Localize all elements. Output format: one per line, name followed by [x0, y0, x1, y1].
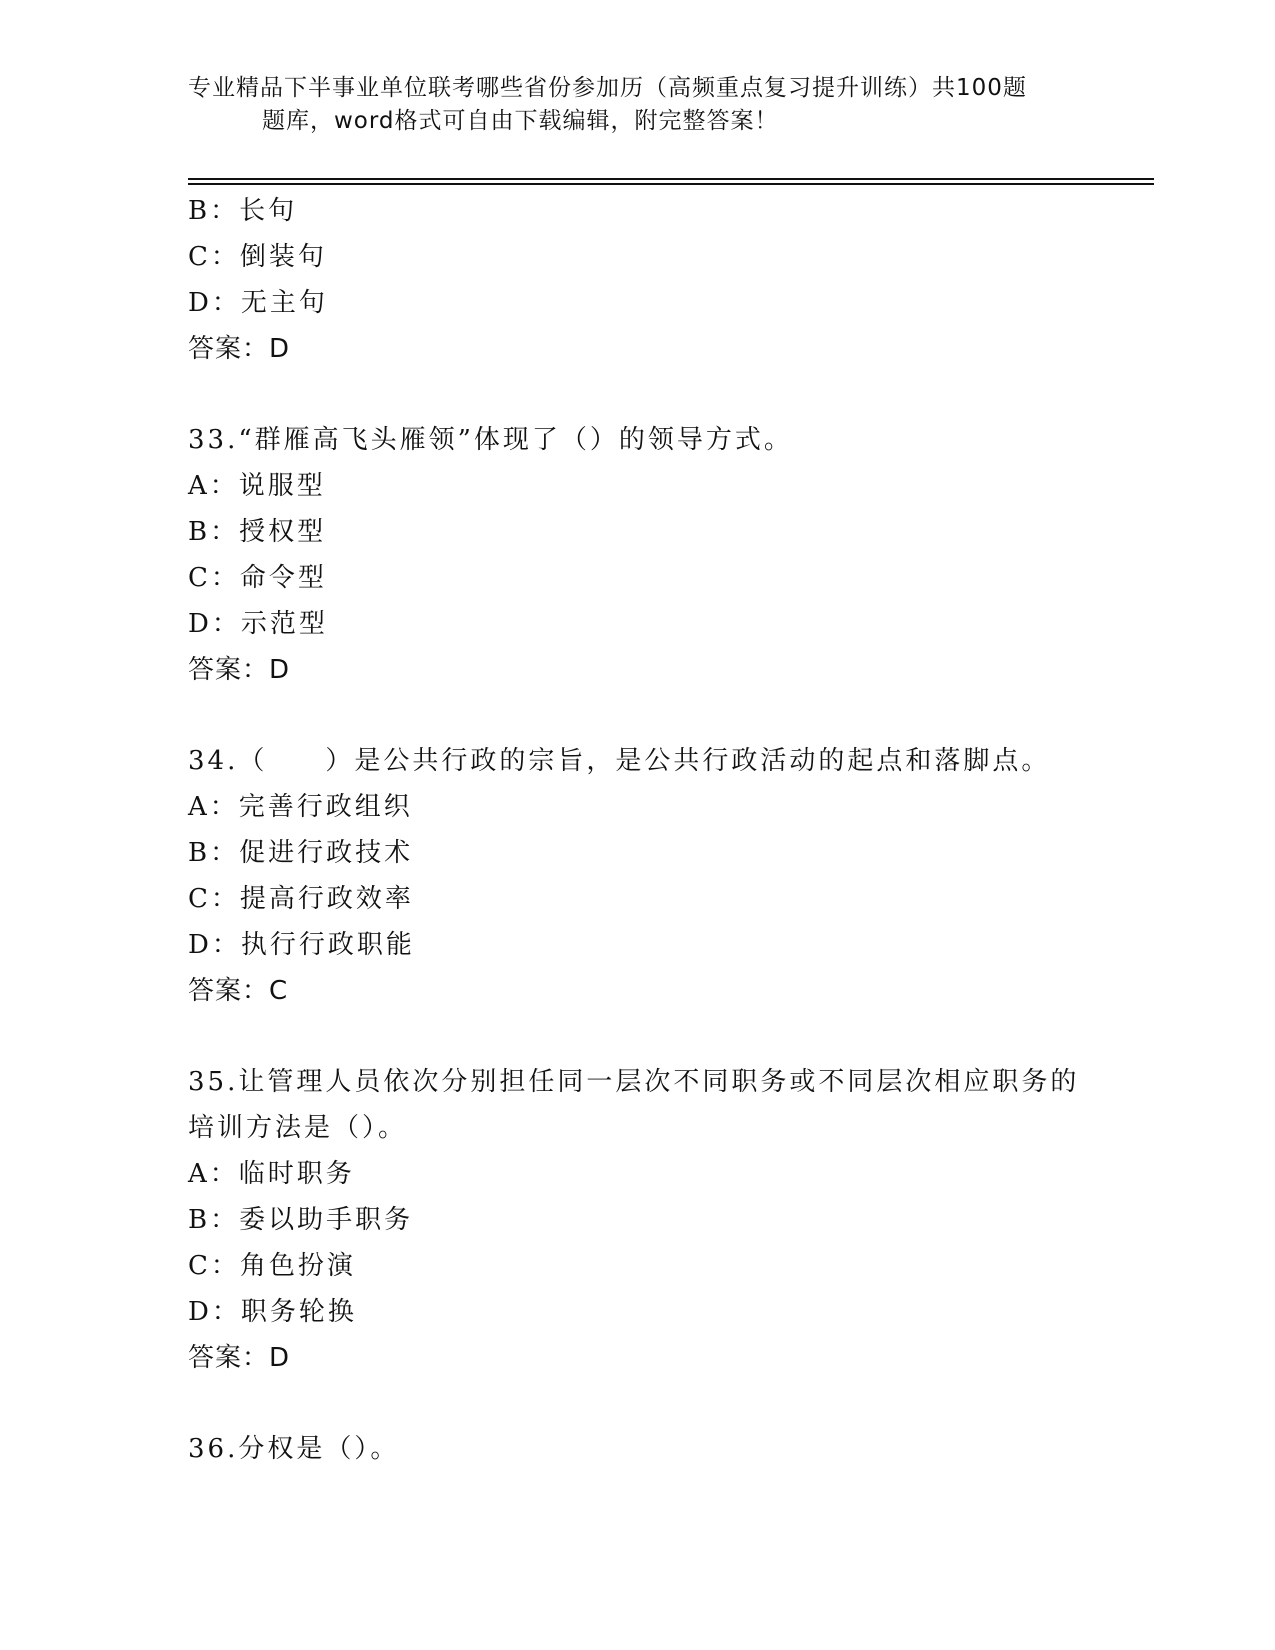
- option-b: B：授权型: [188, 517, 327, 547]
- option-b: B：委以助手职务: [188, 1205, 414, 1235]
- question-33-block: [188, 417, 1088, 693]
- option-a: A：临时职务: [188, 1159, 355, 1189]
- answer-line: 答案：D: [188, 1343, 291, 1373]
- question-34-block: [188, 738, 1088, 1014]
- answer-line: 答案：C: [188, 976, 289, 1006]
- header-title-line-1: 专业精品下半事业单位联考哪些省份参加历（高频重点复习提升训练）共100题: [188, 75, 1027, 101]
- option-b: B：促进行政技术: [188, 838, 414, 868]
- answer-line: 答案：D: [188, 334, 291, 364]
- question-36-text: 36.分权是（）。: [188, 1434, 400, 1464]
- question-list: [188, 188, 1088, 1472]
- question-33-text: 33.“群雁高飞头雁领”体现了（）的领导方式。: [188, 425, 793, 455]
- question-35-text-line-2: 培训方法是（）。: [188, 1113, 408, 1143]
- option-a: A：完善行政组织: [188, 792, 413, 822]
- question-35-block: [188, 1059, 1088, 1381]
- option-c: C：角色扮演: [188, 1251, 356, 1281]
- option-b: B：长句: [188, 196, 298, 226]
- header-rule-top: [188, 178, 1154, 180]
- option-d: D：执行行政职能: [188, 930, 415, 960]
- question-35-text-line-1: 35.让管理人员依次分别担任同一层次不同职务或不同层次相应职务的: [188, 1067, 1080, 1097]
- option-d: D：职务轮换: [188, 1297, 357, 1327]
- option-c: C：提高行政效率: [188, 884, 414, 914]
- option-d: D：示范型: [188, 609, 328, 639]
- option-d: D：无主句: [188, 288, 328, 318]
- option-c: C：倒装句: [188, 242, 327, 272]
- header-title-line-2: 题库，word格式可自由下载编辑，附完整答案！: [262, 108, 779, 134]
- answer-line: 答案：D: [188, 655, 291, 685]
- header-rule-bottom: [188, 183, 1154, 185]
- option-c: C：命令型: [188, 563, 327, 593]
- question-36-block: [188, 1426, 1088, 1472]
- document-header: [188, 72, 1068, 138]
- option-a: A：说服型: [188, 471, 326, 501]
- previous-question-block: [188, 188, 1088, 372]
- question-34-text: 34.（ ）是公共行政的宗旨，是公共行政活动的起点和落脚点。: [188, 746, 1051, 776]
